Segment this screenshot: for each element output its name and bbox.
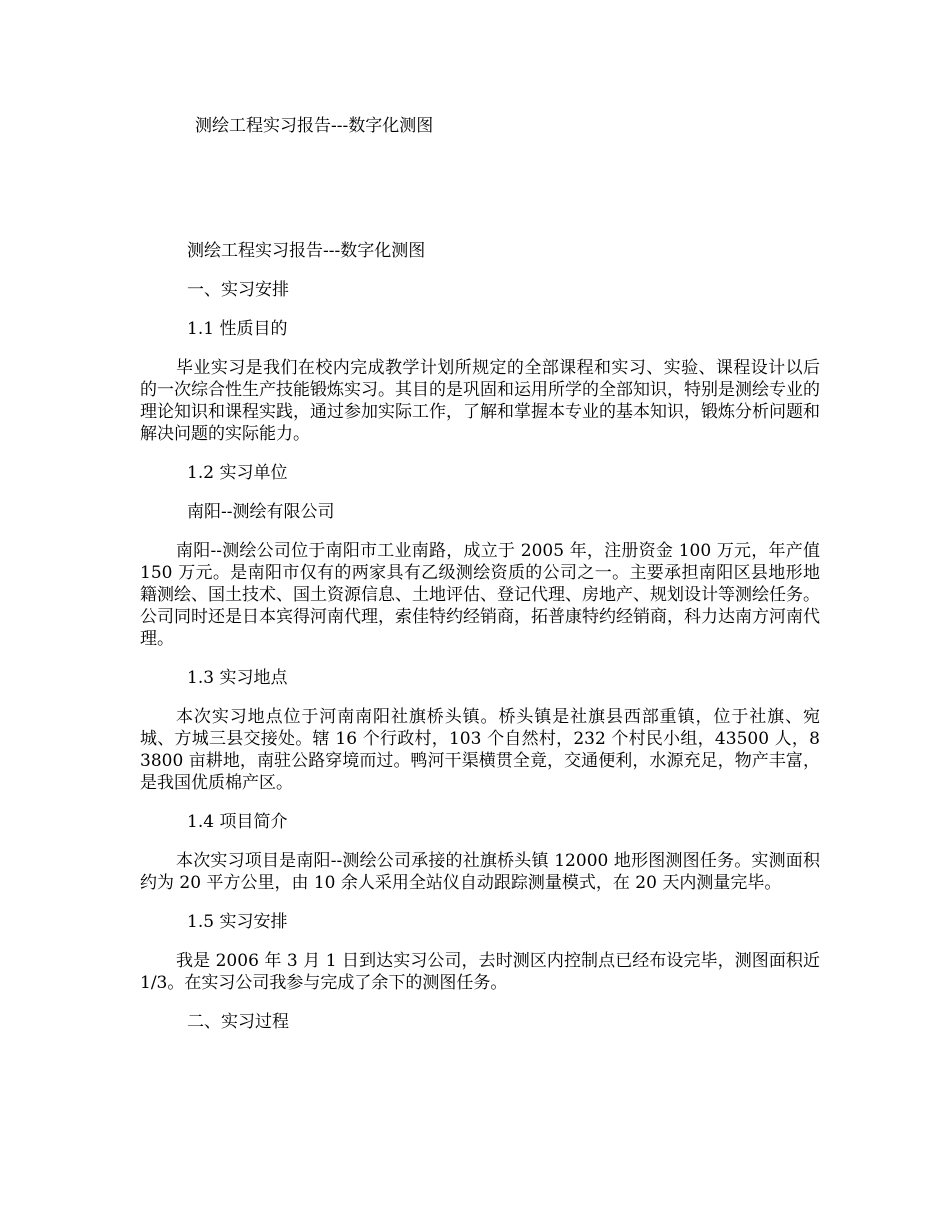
document-subtitle: 测绘工程实习报告---数字化测图 [187,241,426,261]
document-body [140,240,820,1033]
company-name: 南阳--测绘有限公司 [187,502,335,522]
paragraph-1-2: 南阳--测绘公司位于南阳市工业南路，成立于 2005 年，注册资金 100 万元，年产值 150 万元。是南阳市仅有的两家具有乙级测绘资质的公司之一。主要承担南阳区县地形地籍测绘、国土技术、国土资源信息、土地评估、登记代理、房地产、规划设计等测绘任务。公司同时还是日本宾得河南代理，索佳特约经销商，拓普康特约经销商，科力达南方河南代理。 [140,541,820,649]
paragraph-1-3: 本次实习地点位于河南南阳社旗桥头镇。桥头镇是社旗县西部重镇，位于社旗、宛城、方城三县交接处。辖 16 个行政村，103 个自然村，232 个村民小组，43500 人，83800 亩耕地，南驻公路穿境而过。鸭河干渠横贯全竟，交通便利，水源充足，物产丰富，是我国优质棉产区。 [140,707,820,793]
subsection-heading-1-3: 1.3 实习地点 [187,668,288,688]
subsection-heading-1-4: 1.4 项目简介 [187,812,288,832]
subsection-heading-1-2: 1.2 实习单位 [187,463,288,483]
cover-title: 测绘工程实习报告---数字化测图 [195,116,434,136]
paragraph-1-5: 我是 2006 年 3 月 1 日到达实习公司，去时测区内控制点已经布设完毕，测图面积近 1/3。在实习公司我参与完成了余下的测图任务。 [140,951,820,993]
paragraph-1-4: 本次实习项目是南阳--测绘公司承接的社旗桥头镇 12000 地形图测图任务。实测面积约为 20 平方公里，由 10 余人采用全站仪自动跟踪测量模式，在 20 天内测量完毕。 [140,851,820,893]
section-heading-1: 一、实习安排 [187,280,289,300]
subsection-heading-1-5: 1.5 实习安排 [187,912,288,932]
subsection-heading-1-1: 1.1 性质目的 [187,319,288,339]
section-heading-2: 二、实习过程 [187,1012,289,1032]
paragraph-1-1: 毕业实习是我们在校内完成教学计划所规定的全部课程和实习、实验、课程设计以后的一次综合性生产技能锻炼实习。其目的是巩固和运用所学的全部知识，特别是测绘专业的理论知识和课程实践，通过参加实际工作，了解和掌握本专业的基本知识，锻炼分析问题和解决问题的实际能力。 [140,358,820,444]
